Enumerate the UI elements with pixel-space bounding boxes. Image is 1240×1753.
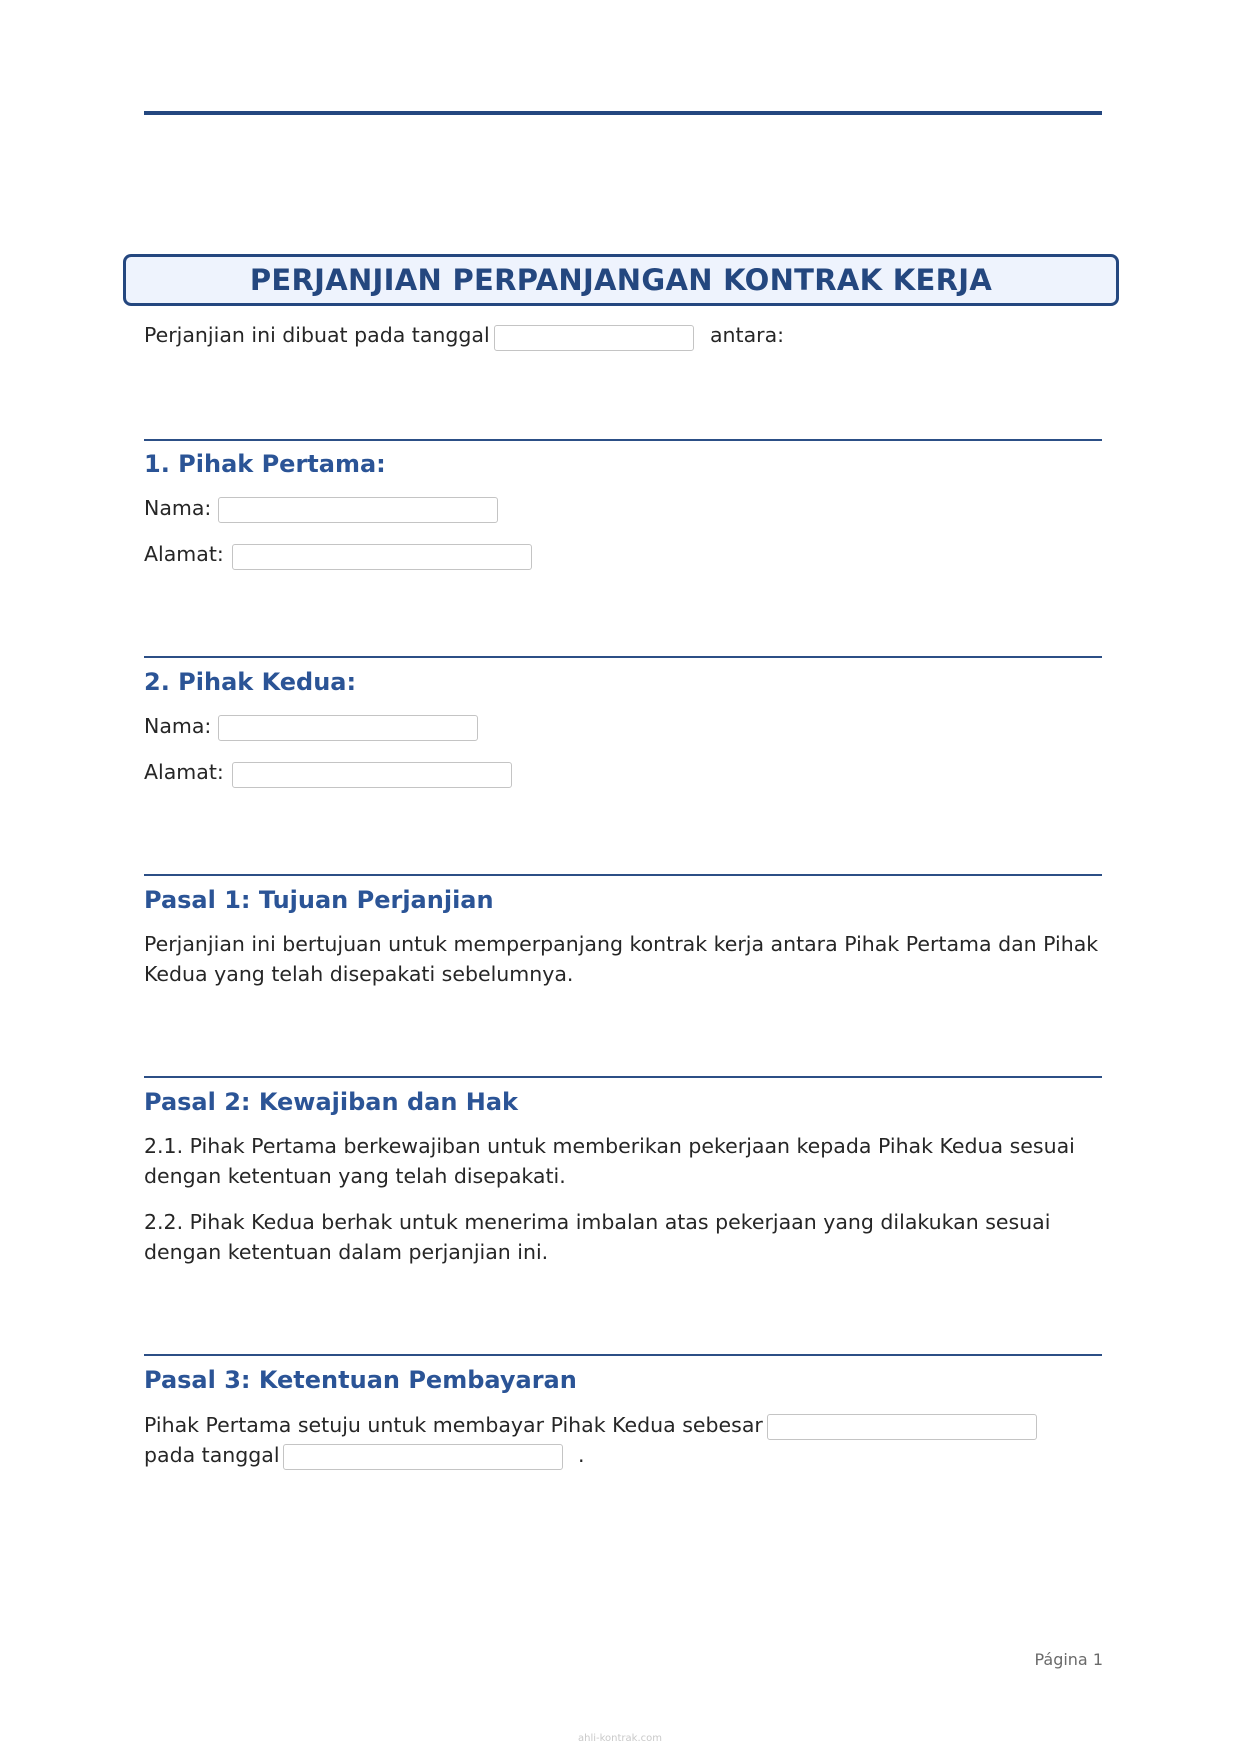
article1-heading: Pasal 1: Tujuan Perjanjian — [144, 886, 494, 914]
article2-heading: Pasal 2: Kewajiban dan Hak — [144, 1088, 519, 1116]
page-number: Página 1 — [1034, 1650, 1103, 1669]
title-banner — [123, 254, 1119, 306]
watermark: ahli-kontrak.com — [577, 1733, 662, 1744]
article3-text-end: . — [578, 1443, 585, 1467]
party2-name-field[interactable] — [218, 715, 478, 741]
payment-amount-field[interactable] — [767, 1414, 1037, 1440]
party2-name-label: Nama: — [144, 714, 212, 738]
intro-text: Perjanjian ini dibuat pada tanggal — [144, 323, 490, 347]
party1-heading: 1. Pihak Pertama: — [144, 450, 386, 478]
payment-date-field[interactable] — [283, 1444, 563, 1470]
party1-name-field[interactable] — [218, 497, 498, 523]
article2-clause-2: 2.2. Pihak Kedua berhak untuk menerima imbalan atas pekerjaan yang dilakukan sesuai dengan ketentuan dalam perjanjian ini. — [144, 1210, 1051, 1264]
agreement-date-field[interactable] — [494, 325, 694, 351]
article3-text: Pihak Pertama setuju untuk membayar Pihak Kedua sebesar — [144, 1413, 763, 1437]
section-divider — [144, 874, 1102, 876]
party2-heading: 2. Pihak Kedua: — [144, 668, 357, 696]
party1-address-field[interactable] — [232, 544, 532, 570]
party1-address-label: Alamat: — [144, 542, 224, 566]
article1-text: Perjanjian ini bertujuan untuk memperpanjang kontrak kerja antara Pihak Pertama dan Pihak Kedua yang telah disepakati sebelumnya. — [144, 932, 1099, 986]
section-divider — [144, 439, 1102, 441]
section-divider — [144, 656, 1102, 658]
intro-text-end: antara: — [710, 323, 785, 347]
article3-date-label: pada tanggal — [144, 1443, 280, 1467]
article2-clause-1: 2.1. Pihak Pertama berkewajiban untuk memberikan pekerjaan kepada Pihak Kedua sesuai dengan ketentuan yang telah disepakati. — [144, 1134, 1075, 1188]
party2-address-label: Alamat: — [144, 760, 224, 784]
document-title: PERJANJIAN PERPANJANGAN KONTRAK KERJA — [249, 263, 993, 297]
party1-name-label: Nama: — [144, 496, 212, 520]
party2-address-field[interactable] — [232, 762, 512, 788]
header-rule — [144, 111, 1102, 115]
section-divider — [144, 1076, 1102, 1078]
article3-heading: Pasal 3: Ketentuan Pembayaran — [144, 1366, 577, 1394]
section-divider — [144, 1354, 1102, 1356]
